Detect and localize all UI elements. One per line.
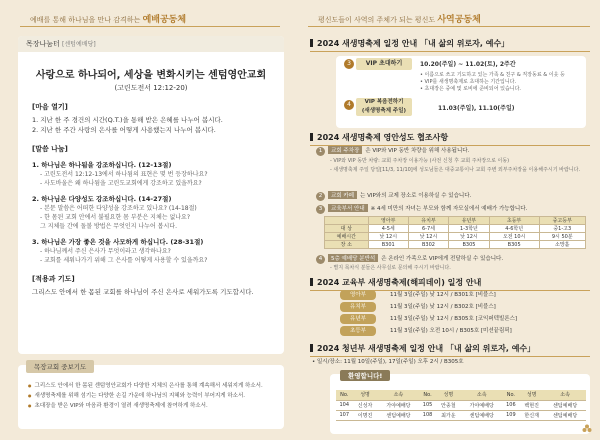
- left-caption: 예배를 통해 하나님을 만나 감격하는 예배공동체: [30, 15, 187, 25]
- apply-section: [적용과 기도] 그리스도 안에서 한 몸된 교회를 하나님이 주신 은사로 세워가도록 기도합시다.: [32, 275, 254, 296]
- vip-gospel-date: 11.03(주일), 11.10(주일): [438, 105, 515, 112]
- youth-festival-info: • 일시/장소: 11월 10일(주일), 17일(주일) 오후 2시 / B305호: [312, 359, 464, 365]
- table-row: 영아부 유치부 유년부 초등부 중고등부: [325, 217, 586, 225]
- edu-row: 유년부 11월 3일(주일) 낮 12시 / B305호 [코익퍼텍빌론스]: [340, 314, 517, 324]
- edu-schedule-table: [324, 216, 586, 249]
- step-number-1: 3: [344, 59, 354, 69]
- table-row: No. 성명 소속 No. 성명 소속 No. 성명 소속: [336, 390, 586, 400]
- sermon-panel: [18, 36, 284, 354]
- edu-row: 유치부 11월 3일(주일) 낮 12시 / B302호 [비블스]: [340, 302, 496, 312]
- table-row: 107 이명진 센텀예배당 108 최가운 센텀예배당 109 한신재 센텀예배당: [336, 410, 586, 420]
- prayer-notice-head: 목장교회 중보기도: [26, 360, 94, 373]
- left-divider: [20, 26, 280, 27]
- prayer-item: ● 초대장을 받은 VIP와 마음과 환경이 열려 새생명축제에 참여하게 하소서.: [28, 401, 276, 411]
- word-point: 2. 하나님은 다양성도 강조하십니다. (14-27절): [32, 195, 172, 203]
- open-section: [마음 열기] 1. 지난 한 주 경건의 시간(Q.T.)을 통해 받은 은혜를 나누어 봅시다. 2. 지난 한 주간 사랑의 은사를 어떻게 사용했는지 나누어 봅시다.: [32, 102, 270, 135]
- vip-invite-date: 10.20(주일) ~ 11.02(토), 2주간: [420, 61, 516, 68]
- welcome-table: [336, 390, 586, 421]
- sermon-reference: (고린도전서 12:12-20): [114, 84, 188, 92]
- coop-item-1: 1 교회 주차장 은 VIP와 VIP 동반 차량을 위해 사용됩니다.: [316, 146, 469, 156]
- right-caption-strong: 사역공동체: [437, 15, 481, 25]
- welcome-head: 환영합니다!: [340, 370, 390, 381]
- right-divider: [308, 26, 590, 27]
- prayer-item: ● 새생명축제를 위해 섬기는 다양한 손길 가운데 하나님의 지혜와 능력이 부어지게 하소서.: [28, 391, 276, 401]
- prayer-notice: [18, 365, 284, 429]
- coop-item-2: 2 교회 카페 는 VIP와의 교제 장소로 이용하실 수 있습니다.: [316, 191, 471, 201]
- word-section: [말씀 나눔] 1. 하나님은 하나됨을 강조하십니다. (12-13절) - 고린도전서 12:12-13에서 하나됨의 표현은 몇 번 등장하나요? - 사도바울은 왜 하나됨을 고린도교회에게 강조하고 있을까요? 2. 하나님은 다양성도 강조하십니다. (14-27절) - 본문 말씀은 어떠한 다양성을 강조하고 있나요? (14-18절) - 한 몸된 교회 안에서 불필요한 몸 부분은 지체는 없나요? 그 지체들 간에 돌볼 방법은 무엇인지 나누어 봅시다. 3. 하나님은 가장 좋은 것을 사모하게 하십니다. (28-31절) - 하나님께서 주신 은사가 무엇이라고 생각하나요? - 교회를 세워나가기 위해 그 은사를 어떻게 사용할 수 있을까요?: [32, 144, 270, 265]
- vip-gospel-label: VIP 복음전하기 (새생명축제 주일): [356, 98, 412, 116]
- coop-item-4: 4 5층 예배당 분반석 은 온라인 가족으로 VIP에게 전달하실 수 있습니다.: [316, 254, 503, 264]
- youth-festival-title: 2024 청년부 새생명축제 일정 안내 「내 삶의 위로자, 예수」: [310, 343, 590, 357]
- table-row: 대 상 4-5세 6-7세 1-3학년 4-6학년 중1-고3: [325, 225, 586, 233]
- vip-box: [336, 56, 586, 128]
- coop-item-3: 3 교육부서 안내 ※ 4세 미만의 자녀는 부모와 함께 자모실에서 예배가 가능합니다.: [316, 204, 527, 214]
- edu-festival-title: 2024 교육부 새생명축제(해피데이) 일정 안내: [310, 277, 590, 291]
- word-point: 1. 하나님은 하나됨을 강조하십니다. (12-13절): [32, 161, 172, 169]
- step-number-2: 4: [344, 100, 354, 110]
- edu-row: 초등부 11월 3일(주일) 오전 10시 / B305호 [미션끝림픽]: [340, 326, 512, 336]
- sermon-title: 사랑으로 하나되어, 세상을 변화시키는 센텀영안교회: [35, 70, 267, 81]
- right-page: 평신도들이 사역의 주체가 되는 평신도 사역공동체 2024 새생명축제 일정 안내 「내 삶의 위로자, 예수」 3 VIP 초대하기 10.20(주일) ~ 11.02(토), 2주간 • 이름으로 쓰고 기도하고 있는 가족 & 친구 & 직장동료 & 이웃 등 • VIP를 새생명축제로 초대하는 기간입니다. • 초대장은 중예 및 로비에 준비되어 있습니다. 4 VIP 복음전하기 (새생명축제 주일) 11.03(주일), 11.10(주일) 2024 새생명축제 영안성도 협조사항 1 교회 주차장 은 VIP와 VIP 동반 차량을 위해 사용됩니다. - VIP와 VIP 동반 차량: 교회 주차장 이용가능 (사전 신청 후 교회 주차장으로 이동) - 새생명축제 주일 당일[11/3, 11/10]에 성도님들은 대중교통이나 교회 주변 외부주차장을 이용해주시기 바랍니다. 2 교회 카페 는 VIP와의 교제 장소로 이용하실 수 있습니다. 3 교육부서 안내 ※ 4세 미만의 자녀는 부모와 함께 자모실에서 예배가 가능합니다. 영아부 유치부 유년부 초등부 중고등부 대 상 4-5세 6-7세 1-3학년 4-6학년 중1-고3 예배시간 낮 12시 낮 12시 낮 12시 오전 10시 9시 50분 장 소 B301 B302 B305 B305 소망홀 4 5층 예배당 분반석 은 온라인 가족으로 VIP에게 전달하실 수 있습니다. - 별지 목차식 분들은 사무실로 문의해 주시기 바랍니다. 2024 교육부 새생명축제(해피데이) 일정 안내 영아부 11월 3일(주일) 낮 12시 / B301호 [비블스] 유치부 11월 3일(주일) 낮 12시 / B302호 [비블스] 유년부 11월 3일(주일) 낮 12시 / B305호 [코익퍼텍빌론스] 초등부 11월 3일(주일) 오전 10시 / B305호 [미션끝림픽] 2024 청년부 새생명축제 일정 안내 「내 삶의 위로자, 예수」 • 일시/장소: 11월 10일(주일), 17일(주일) 오후 2시 / B305호 환영합니다! No. 성명 소속 No. 성명 소속 No. 성명 소속 104 신성자 가야예배당 105 안종철 가야예배당 106 백현진 센텀예배당 107 이명진 센텀예배당 108 최가운 센텀예배당 109 한신재 센텀예배당: [300, 0, 600, 440]
- table-row: 104 신성자 가야예배당 105 안종철 가야예배당 106 백현진 센텀예배당: [336, 400, 586, 410]
- vip-invite-label: VIP 초대하기: [356, 58, 412, 70]
- open-item: 1. 지난 한 주 경건의 시간(Q.T.)을 통해 받은 은혜를 나누어 봅시다.: [32, 116, 223, 124]
- edu-row: 영아부 11월 3일(주일) 낮 12시 / B301호 [비블스]: [340, 290, 496, 300]
- right-caption: 평신도들이 사역의 주체가 되는 평신도 사역공동체: [318, 15, 481, 25]
- word-point: 3. 하나님은 가장 좋은 것을 사모하게 하십니다. (28-31절): [32, 238, 204, 246]
- festival-schedule-title: 2024 새생명축제 일정 안내 「내 삶의 위로자, 예수」: [310, 38, 590, 52]
- open-item: 2. 지난 한 주간 사랑의 은사를 어떻게 사용했는지 나누어 봅시다.: [32, 126, 216, 134]
- vip-invite-notes: • 이름으로 쓰고 기도하고 있는 가족 & 친구 & 직장동료 & 이웃 등 • VIP를 새생명축제로 초대하는 기간입니다. • 초대장은 중예 및 로비에 준비되어 있습니다.: [420, 72, 565, 93]
- table-row: 예배시간 낮 12시 낮 12시 낮 12시 오전 10시 9시 50분: [325, 233, 586, 241]
- prayer-item: ● 그리스도 안에서 한 몸된 센텀영안교회가 다양한 지체의 은사를 통해 계속해서 세워지게 하소서.: [28, 381, 276, 391]
- flower-icon: [582, 424, 592, 434]
- cooperation-title: 2024 새생명축제 영안성도 협조사항: [310, 132, 590, 146]
- panel-head: 목장나눔터 [센텀예배당]: [18, 36, 284, 52]
- table-row: 장 소 B301 B302 B305 B305 소망홀: [325, 241, 586, 249]
- left-caption-strong: 예배공동체: [142, 15, 187, 25]
